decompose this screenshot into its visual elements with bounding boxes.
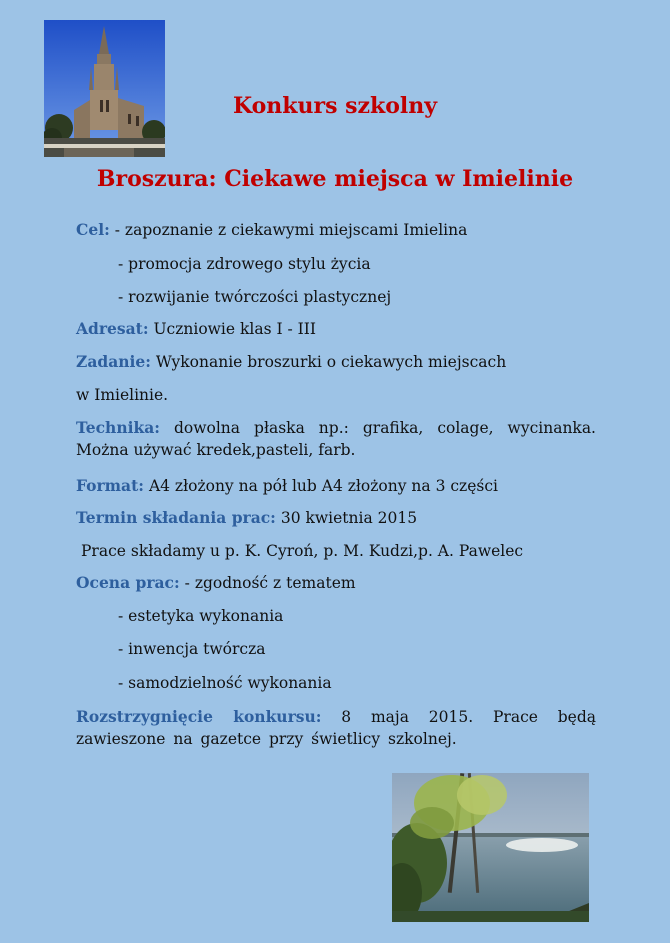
evaluation-item-row	[76, 638, 638, 660]
task-row	[76, 351, 596, 373]
results-label: Rozstrzygnięcie konkursu:	[76, 707, 322, 726]
evaluation-item: - inwencja twórcza	[118, 640, 266, 658]
evaluation-label: Ocena prac:	[76, 573, 180, 592]
goal-item-row	[76, 286, 638, 308]
evaluation-item: - estetyka wykonania	[118, 607, 284, 625]
results-value: 8 maja 2015. Prace będą zawieszone na gazetce przy świetlicy szkolnej.	[76, 708, 597, 748]
evaluation-item: - samodzielność wykonania	[118, 674, 332, 692]
evaluation-item-row	[76, 672, 638, 694]
evaluation-item-row	[76, 605, 638, 627]
format-row	[76, 475, 596, 497]
technique-row	[76, 417, 596, 461]
results-row	[76, 706, 596, 750]
contest-title: Konkurs szkolny	[232, 93, 438, 119]
goal-item: - zapoznanie z ciekawymi miejscami Imielina	[114, 221, 468, 239]
deadline-label: Termin składania prac:	[76, 508, 276, 527]
goal-item: - rozwijanie twórczości plastycznej	[118, 288, 392, 306]
submission-text: Prace składamy u p. K. Cyroń, p. M. Kudzi,p. A. Pawelec	[81, 542, 524, 560]
goal-item: - promocja zdrowego stylu życia	[118, 255, 371, 273]
audience-label: Adresat:	[76, 319, 149, 338]
task-label: Zadanie:	[76, 352, 151, 371]
goal-item-row	[76, 253, 638, 275]
evaluation-row	[76, 572, 596, 594]
technique-value: dowolna płaska np.: grafika, colage, wycinanka. Można używać kredek,pasteli, farb.	[76, 419, 596, 459]
format-value: A4 złożony na pół lub A4 złożony na 3 części	[148, 477, 498, 495]
church-photo	[44, 20, 165, 157]
technique-label: Technika:	[76, 418, 160, 437]
format-label: Format:	[76, 476, 144, 495]
deadline-row	[76, 507, 596, 529]
lake-photo	[392, 773, 589, 922]
deadline-value: 30 kwietnia 2015	[280, 509, 418, 527]
brochure-title: Broszura: Ciekawe miejsca w Imielinie	[96, 166, 574, 192]
goal-row	[76, 219, 596, 241]
audience-row	[76, 318, 596, 340]
audience-value: Uczniowie klas I - III	[153, 320, 317, 338]
goal-label: Cel:	[76, 220, 110, 239]
task-value: Wykonanie broszurki o ciekawych miejscach	[155, 353, 507, 371]
task-continuation-text: w Imielinie.	[76, 386, 169, 404]
task-continuation	[76, 384, 596, 406]
evaluation-item: - zgodność z tematem	[184, 574, 356, 592]
submission-row	[76, 540, 601, 562]
